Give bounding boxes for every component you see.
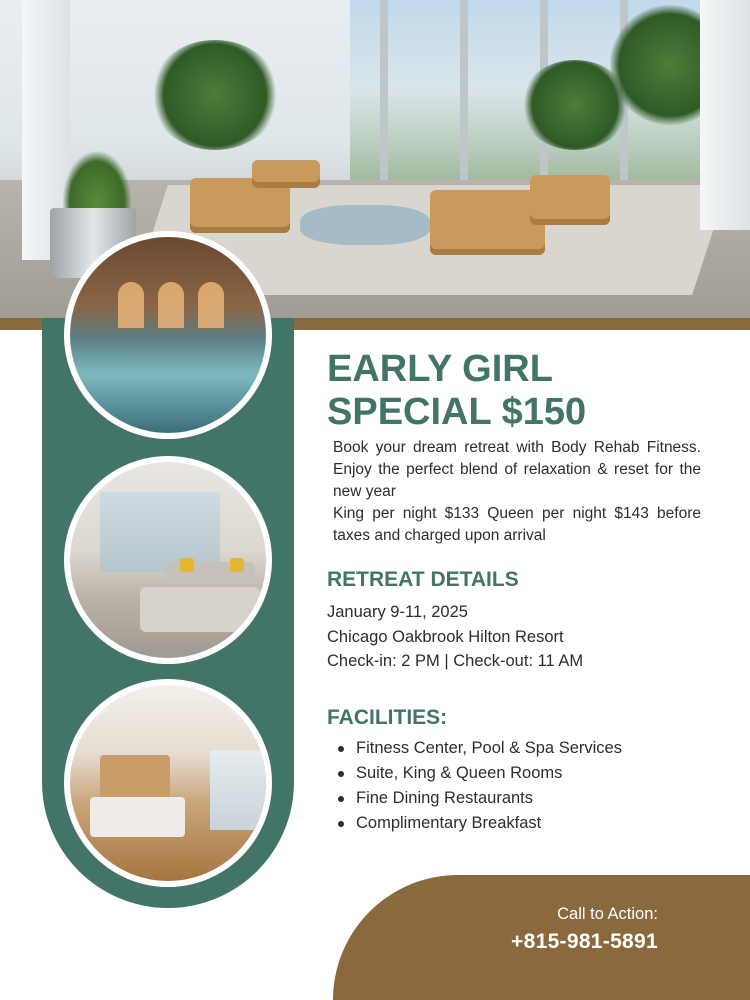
facility-item: Fitness Center, Pool & Spa Services (338, 736, 728, 761)
offer-title-line1: EARLY GIRL (327, 348, 553, 390)
facility-item: Suite, King & Queen Rooms (338, 761, 728, 786)
retreat-times: Check-in: 2 PM | Check-out: 11 AM (327, 652, 584, 670)
yellow-pillow (230, 558, 244, 572)
lounge-chair (530, 175, 610, 225)
potted-plant (62, 150, 132, 215)
pool-archway (198, 282, 224, 328)
cta-phone-number[interactable]: +815-981-5891 (511, 930, 658, 953)
suite-bedroom-photo (64, 456, 272, 664)
indoor-pool-photo (64, 231, 272, 439)
lounge-chair (252, 160, 320, 188)
room-bed (140, 587, 260, 632)
facilities-list (338, 736, 728, 836)
call-to-action-block (333, 875, 750, 1000)
room-window (100, 492, 220, 572)
facilities-heading: FACILITIES: (327, 706, 448, 729)
pool-archway (158, 282, 184, 328)
king-bed (90, 797, 185, 837)
room-window (210, 750, 270, 830)
offer-description (333, 437, 701, 547)
offer-rates: King per night $133 Queen per night $143 before taxes and charged upon arrival (333, 505, 701, 544)
retreat-details-heading: RETREAT DETAILS (327, 568, 519, 591)
bed-headboard (100, 755, 170, 801)
cta-label: Call to Action: (557, 905, 658, 923)
retreat-details (327, 600, 727, 674)
offer-intro: Book your dream retreat with Body Rehab Fitness. Enjoy the perfect blend of relaxation & reset for the new year (333, 439, 701, 500)
retreat-dates: January 9-11, 2025 (327, 603, 468, 621)
facility-item: Complimentary Breakfast (338, 811, 728, 836)
pool-archway (118, 282, 144, 328)
retreat-venue: Chicago Oakbrook Hilton Resort (327, 627, 564, 646)
facility-item: Fine Dining Restaurants (338, 786, 728, 811)
rug-pattern (300, 205, 430, 245)
palm-tree (150, 40, 280, 150)
yellow-pillow (180, 558, 194, 572)
palm-tree (520, 60, 630, 150)
window-mullion (460, 0, 468, 190)
lobby-column (700, 0, 750, 230)
king-room-photo (64, 679, 272, 887)
window-mullion (380, 0, 388, 190)
offer-title (327, 348, 727, 434)
lounge-chair (430, 190, 545, 255)
offer-title-line2: SPECIAL $150 (327, 391, 587, 433)
